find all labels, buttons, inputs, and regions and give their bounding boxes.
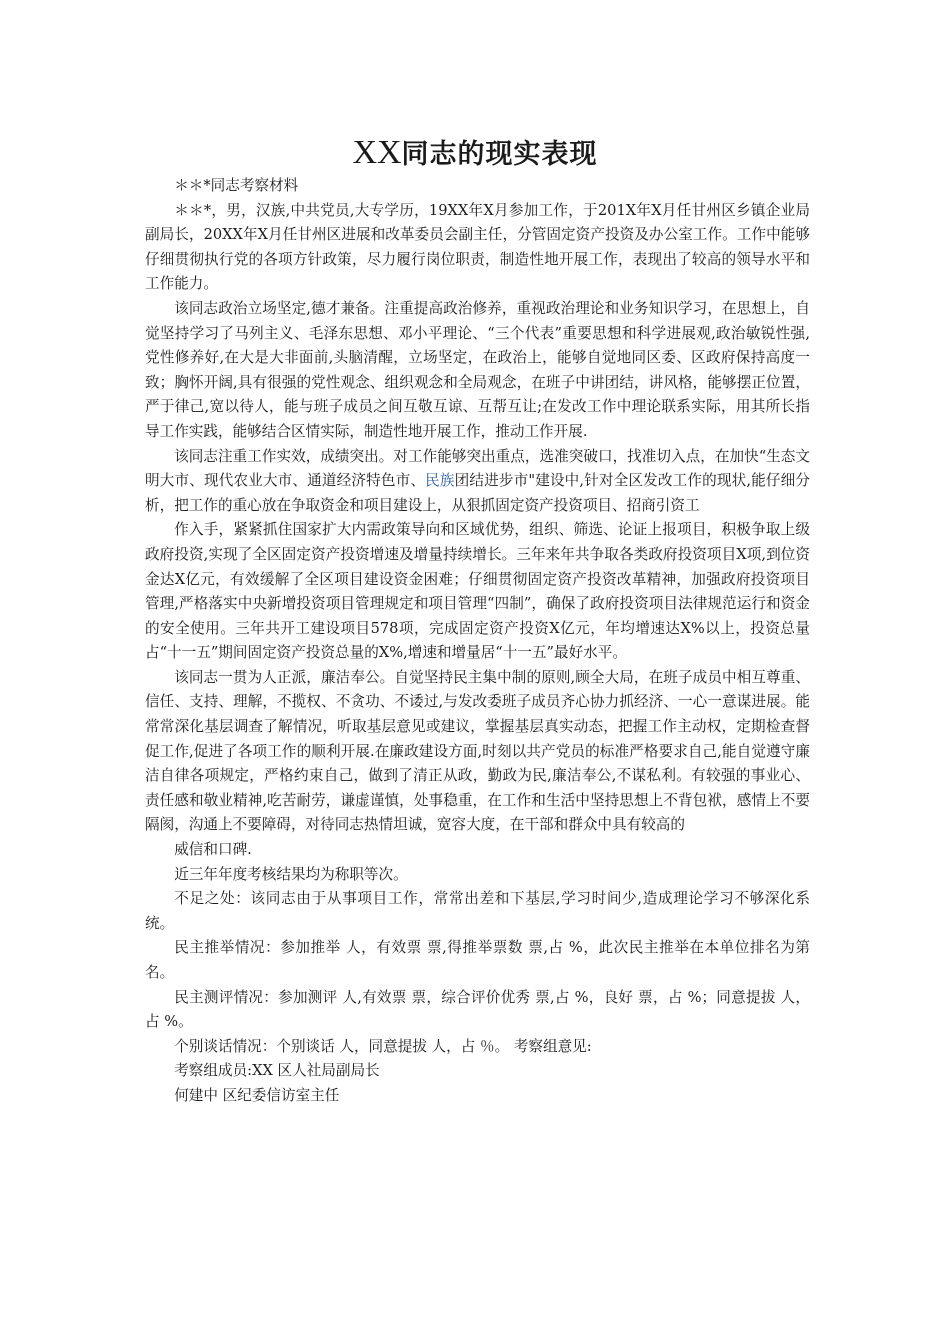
paragraph-work-effectiveness-end: 团结进步市"建设中,针对全区发改工作的现状,能仔细分析，把工作的重心放在争取资金和项目建设上，从狠抓固定资产投资项目、招商引资工 (145, 472, 810, 514)
paragraph-annual-review: 近三年年度考核结果均为称职等次。 (174, 865, 408, 883)
paragraph-work-effectiveness-start: 该同志注重工作实效，成绩突出。对工作能够突出重点，选准突破口，找准切入点，在加快“生态文明大市、现代农业大市、通道经济特色市、 (145, 447, 810, 490)
paragraph-reputation: 威信和口碑. (174, 841, 252, 859)
subtitle: ＊＊*同志考察材料 (174, 177, 299, 194)
paragraph-political-stance: 该同志政治立场坚定,德才兼备。注重提高政治修养，重视政治理论和业务知识学习，在思想上，自觉坚持学习了马列主义、毛泽东思想、邓小平理论、“三个代表”重要思想和科学进展观,政治敏锐性强,党性修养好,在大是大非面前,头脑清醒，立场坚定，在政治上，能够自觉地同区委、区政府保持高度一致；胸怀开阔,具有很强的党性观念、组织观念和全局观念，在班子中讲团结，讲风格，能够摆正位置，严于律己,宽以待人，能与班子成员之间互敬互谅、互帮互让;在发改工作中理论联系实际，用其所长指导工作实践，能够结合区情实际，制造性地开展工作，推动工作开展. (145, 299, 810, 440)
paragraph-integrity: 该同志一贯为人正派，廉洁奉公。自觉坚持民主集中制的原则,顾全大局，在班子成员中相互尊重、信任、支持、理解，不揽权、不贪功、不诿过,与发改委班子成员齐心协力抓经济、一心一意谋进展。能常常深化基层调查了解情况，听取基层意见或建议，掌握基层真实动态，把握工作主动权，定期检查督促工作,促进了各项工作的顺利开展.在廉政建设方面,时刻以共产党员的标准严格要求自己,能自觉遵守廉洁自律各项规定，严格约束自己，做到了清正从政，勤政为民,廉洁奉公,不谋私利。有较强的事业心、责任感和敬业精神,吃苦耐劳，谦虚谨慎，处事稳重，在工作和生活中坚持思想上不背包袱，感情上不要隔阂，沟通上不要障碍，对待同志热情坦诚，宽容大度，在干部和群众中具有较高的 (145, 668, 810, 834)
paragraph-work-effectiveness (145, 445, 810, 519)
paragraph-shortcomings: 不足之处：该同志由于从事项目工作，常常出差和下基层,学习时间少,造成理论学习不够深化系统。 (145, 890, 810, 932)
ethnic-link[interactable]: 民族 (425, 472, 455, 490)
paragraph-democratic-evaluation: 民主测评情况：参加测评 人,有效票 票，综合评价优秀 票,占 %，良好 票，占 %；同意提拔 人，占 %。 (145, 988, 810, 1031)
title-text: 同志的现实表现 (401, 139, 598, 170)
paragraph-team-member-2: 何建中 区纪委信访室主任 (174, 1086, 340, 1104)
paragraph-democratic-recommendation: 民主推举情况：参加推举 人，有效票 票,得推举票数 票,占 %，此次民主推举在本单位排名为第 名。 (145, 939, 810, 981)
document-title (0, 132, 950, 172)
paragraph-team-member-1: 考察组成员:XX 区人社局副局长 (174, 1062, 380, 1080)
paragraph-intro: ＊＊*，男，汉族,中共党员,大专学历，19XX年X月参加工作，于201X年X月任甘州区乡镇企业局副局长，20XX年X月任甘州区进展和改革委员会副主任，分管固定资产投资及办公室工作。工作中能够仔细贯彻执行党的各项方针政策，尽力履行岗位职责，制造性地开展工作，表现出了较高的领导水平和工作能力。 (145, 201, 810, 293)
title-prefix: XX (352, 134, 402, 171)
paragraph-investment-results: 作入手，紧紧抓住国家扩大内需政策导向和区域优势，组织、筛选、论证上报项目，积极争取上级政府投资,实现了全区固定资产投资增速及增量持续增长。三年来年共争取各类政府投资项目X项,到位资金达X亿元，有效缓解了全区项目建设资金困难；仔细贯彻固定资产投资改革精神，加强政府投资项目管理,严格落实中央新增投资项目管理规定和项目管理“四制”，确保了政府投资项目法律规范运行和资金的安全使用。三年共开工建设项目578项，完成固定资产投资X亿元，年均增速达X%以上，投资总量占“十一五”期间固定资产投资总量的X%,增速和增量居“十一五”最好水平。 (145, 521, 810, 662)
document-body (145, 174, 810, 1109)
paragraph-individual-talks: 个别谈话情况：个别谈话 人，同意提拔 人，占 ％。 考察组意见: (174, 1037, 592, 1055)
